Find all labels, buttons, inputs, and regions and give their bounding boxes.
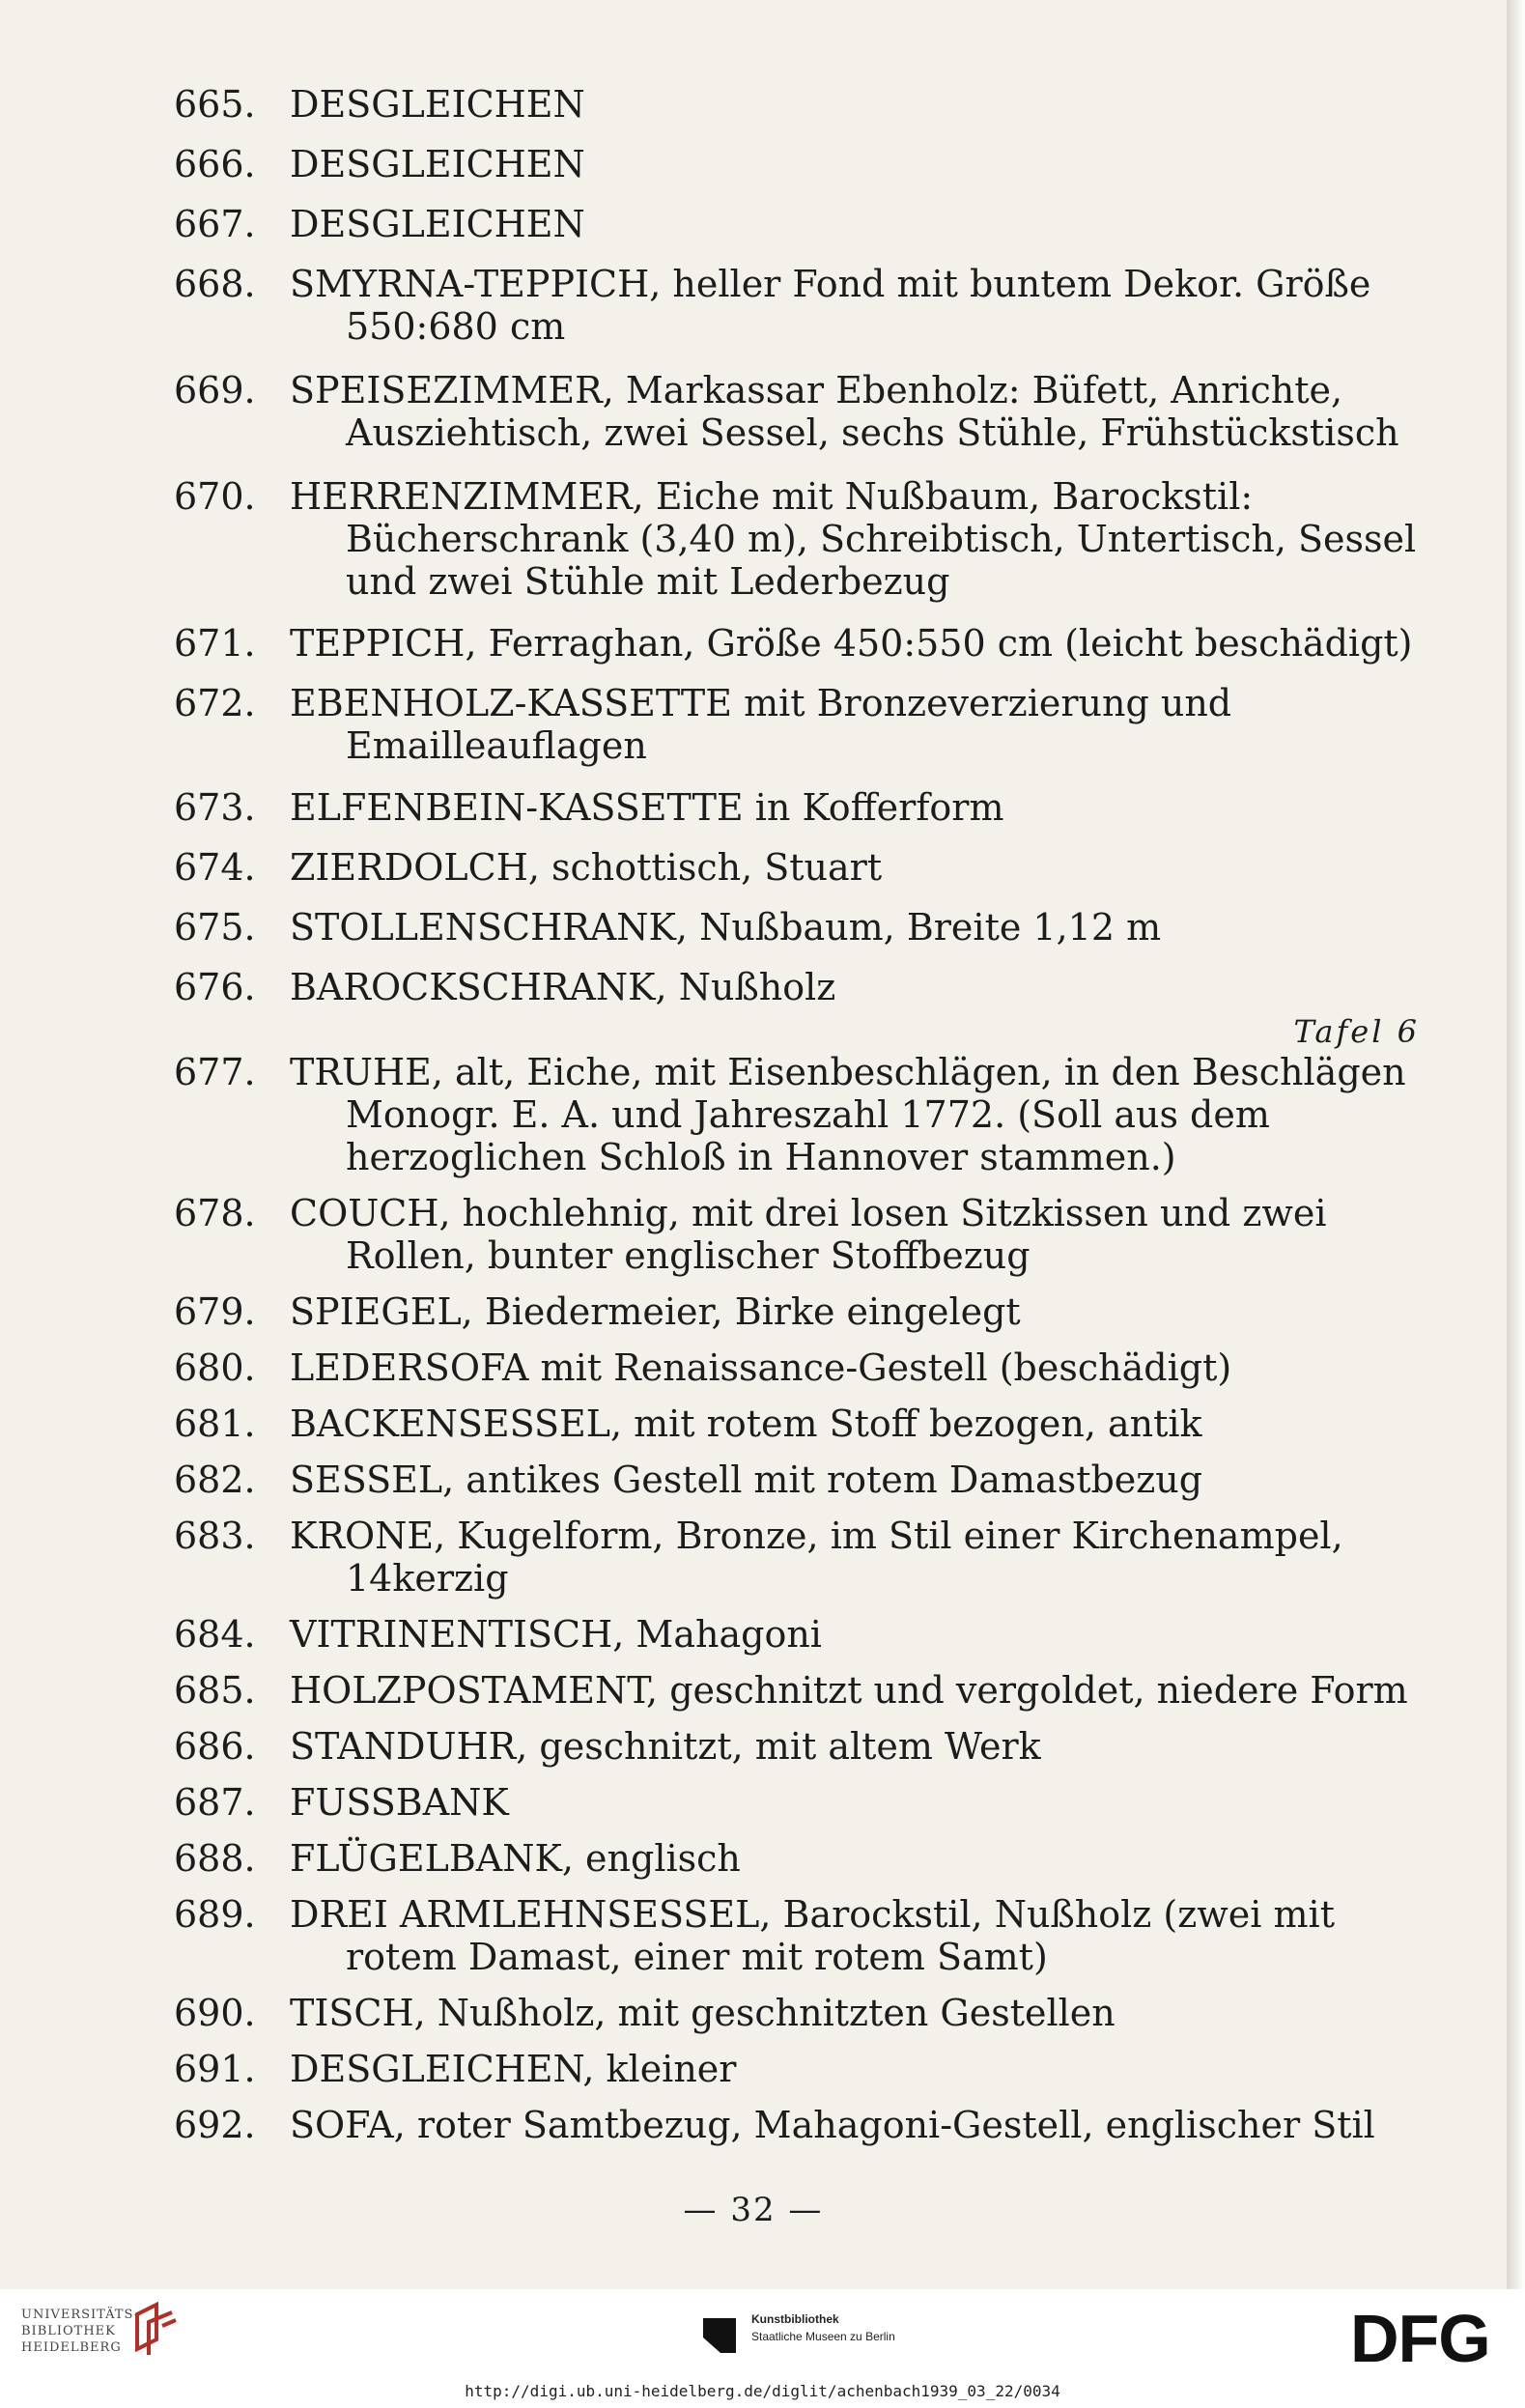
- kunstbibliothek-text: [751, 2310, 895, 2345]
- entry-text: BAROCKSCHRANK, Nußholz: [290, 966, 836, 1008]
- catalogue-entry: [174, 1613, 1420, 1656]
- entry-number: 665.: [174, 83, 256, 126]
- entry-number: 681.: [174, 1402, 256, 1445]
- entry-number: 679.: [174, 1290, 256, 1333]
- entry-text: FLÜGELBANK, englisch: [290, 1837, 741, 1880]
- library-line: HEIDELBERG: [21, 2340, 122, 2355]
- entry-number: 689.: [174, 1893, 256, 1936]
- catalogue-entry: [174, 1290, 1420, 1333]
- catalogue-entry: [174, 1669, 1420, 1712]
- catalogue-entry: [174, 1893, 1420, 1978]
- entry-text: DESGLEICHEN: [290, 203, 585, 245]
- entry-number: 682.: [174, 1459, 256, 1501]
- catalogue-entry: [174, 1402, 1420, 1445]
- entry-text: SPEISEZIMMER, Markassar Ebenholz: Büfett, Anrichte, Ausziehtisch, zwei Sessel, sechs Stühle, Frühstückstisch: [290, 369, 1399, 454]
- entry-text: HERRENZIMMER, Eiche mit Nußbaum, Barockstil: Bücherschrank (3,40 m), Schreibtisch, Untertisch, Sessel und zwei Stühle mit Lederbezug: [290, 475, 1417, 603]
- catalogue-entry: [174, 2104, 1420, 2146]
- catalogue-entry: [174, 203, 1420, 245]
- entry-text: SOFA, roter Samtbezug, Mahagoni-Gestell, englischer Stil: [290, 2104, 1375, 2146]
- entry-number: 686.: [174, 1725, 256, 1768]
- catalogue-entry: [174, 622, 1420, 665]
- entry-text: TRUHE, alt, Eiche, mit Eisenbeschlägen, in den Beschlägen Monogr. E. A. und Jahreszahl 1772. (Soll aus dem herzoglichen Schloß in Hannover stammen.): [290, 1051, 1406, 1178]
- university-library-logo-text: [21, 2307, 147, 2356]
- entry-text: STOLLENSCHRANK, Nußbaum, Breite 1,12 m: [290, 906, 1162, 949]
- entry-text: DESGLEICHEN: [290, 83, 585, 126]
- entry-text: FUSSBANK: [290, 1781, 509, 1824]
- entry-number: 675.: [174, 906, 256, 949]
- entry-number: 668.: [174, 263, 256, 305]
- catalogue-entry: [174, 1725, 1420, 1768]
- entry-number: 667.: [174, 203, 256, 245]
- entry-number: 680.: [174, 1346, 256, 1389]
- entry-number: 690.: [174, 1992, 256, 2034]
- page-edge: [1507, 0, 1525, 2289]
- entry-text: EBENHOLZ-KASSETTE mit Bronzeverzierung und Emailleauflagen: [290, 682, 1232, 767]
- entry-text: DESGLEICHEN, kleiner: [290, 2048, 737, 2090]
- entry-number: 683.: [174, 1515, 256, 1557]
- entry-text: LEDERSOFA mit Renaissance-Gestell (beschädigt): [290, 1346, 1232, 1389]
- kunstbibliothek-title: Kunstbibliothek: [751, 2312, 839, 2326]
- digitization-footer: [0, 2289, 1525, 2408]
- entry-number: 672.: [174, 682, 256, 724]
- page-number: — 32 —: [683, 2191, 824, 2229]
- entry-text: BACKENSESSEL, mit rotem Stoff bezogen, antik: [290, 1402, 1202, 1445]
- entry-number: 670.: [174, 475, 256, 518]
- catalogue-entry: [174, 263, 1420, 348]
- library-line: UNIVERSITÄTS-: [21, 2308, 140, 2322]
- catalogue-entry: [174, 682, 1420, 767]
- catalogue-entry: [174, 1192, 1420, 1277]
- entry-text: KRONE, Kugelform, Bronze, im Stil einer Kirchenampel, 14kerzig: [290, 1515, 1343, 1600]
- entry-text: DESGLEICHEN: [290, 143, 585, 185]
- entry-text: DREI ARMLEHNSESSEL, Barockstil, Nußholz (zwei mit rotem Damast, einer mit rotem Samt): [290, 1893, 1335, 1978]
- entry-number: 691.: [174, 2048, 256, 2090]
- entry-text: STANDUHR, geschnitzt, mit altem Werk: [290, 1725, 1041, 1768]
- entry-text: ELFENBEIN-KASSETTE in Kofferform: [290, 786, 1004, 829]
- catalogue-entry: [174, 906, 1420, 949]
- entry-text: HOLZPOSTAMENT, geschnitzt und vergoldet, niedere Form: [290, 1669, 1408, 1712]
- entry-text: ZIERDOLCH, schottisch, Stuart: [290, 846, 883, 889]
- plate-reference: Tafel 6: [1293, 1013, 1420, 1050]
- entry-number: 692.: [174, 2104, 256, 2146]
- source-url[interactable]: http://digi.ub.uni-heidelberg.de/diglit/achenbach1939_03_22/0034: [465, 2382, 1060, 2400]
- catalogue-list: [174, 83, 1420, 2146]
- entry-number: 676.: [174, 966, 256, 1008]
- entry-text: SMYRNA-TEPPICH, heller Fond mit buntem Dekor. Größe 550:680 cm: [290, 263, 1371, 348]
- catalogue-entry: [174, 369, 1420, 454]
- entry-number: 673.: [174, 786, 256, 829]
- entry-number: 688.: [174, 1837, 256, 1880]
- entry-number: 684.: [174, 1613, 256, 1656]
- catalogue-entry: [174, 143, 1420, 185]
- entry-number: 671.: [174, 622, 256, 665]
- catalogue-entry: [174, 1515, 1420, 1600]
- catalogue-entry: [174, 846, 1420, 889]
- entry-number: 666.: [174, 143, 256, 185]
- entry-number: 674.: [174, 846, 256, 889]
- kunstbibliothek-logo-icon: [693, 2309, 746, 2363]
- catalogue-entry: [174, 1051, 1420, 1178]
- entry-text: SESSEL, antikes Gestell mit rotem Damastbezug: [290, 1459, 1203, 1501]
- entry-text: SPIEGEL, Biedermeier, Birke eingelegt: [290, 1290, 1021, 1333]
- library-line: BIBLIOTHEK: [21, 2324, 116, 2338]
- entry-number: 678.: [174, 1192, 256, 1234]
- entry-number: 685.: [174, 1669, 256, 1712]
- catalogue-entry: [174, 83, 1420, 126]
- entry-text: COUCH, hochlehnig, mit drei losen Sitzkissen und zwei Rollen, bunter englischer Stoffbezug: [290, 1192, 1327, 1277]
- dfg-logo: DFG: [1350, 2301, 1490, 2376]
- catalogue-entry: [174, 1459, 1420, 1501]
- catalogue-entry: [174, 1992, 1420, 2034]
- catalogue-entry: [174, 2048, 1420, 2090]
- catalogue-entry: [174, 1346, 1420, 1389]
- university-library-logo-icon: [129, 2301, 184, 2359]
- catalogue-entry: [174, 786, 1420, 829]
- catalogue-entry: [174, 1781, 1420, 1824]
- entry-text: VITRINENTISCH, Mahagoni: [290, 1613, 822, 1656]
- entry-number: 669.: [174, 369, 256, 411]
- catalogue-entry: [174, 1837, 1420, 1880]
- catalogue-entry: [174, 475, 1420, 603]
- catalogue-entry: [174, 966, 1420, 1008]
- entry-text: TISCH, Nußholz, mit geschnitzten Gestellen: [290, 1992, 1116, 2034]
- entry-text: TEPPICH, Ferraghan, Größe 450:550 cm (leicht beschädigt): [290, 622, 1413, 665]
- entry-number: 687.: [174, 1781, 256, 1824]
- kunstbibliothek-subtitle: Staatliche Museen zu Berlin: [751, 2330, 895, 2343]
- entry-number: 677.: [174, 1051, 256, 1093]
